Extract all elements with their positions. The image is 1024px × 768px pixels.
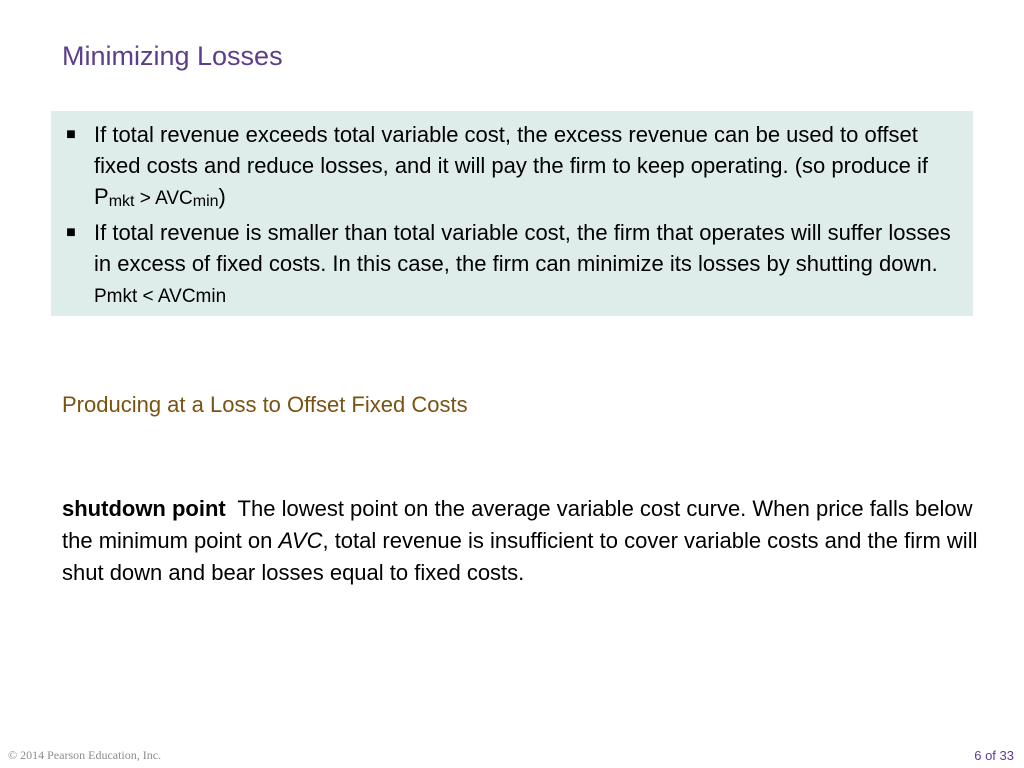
definition-paragraph (62, 493, 982, 589)
bullet-1-subscript-mkt: mkt (108, 193, 135, 210)
bullet-1-comparison: > AVC (134, 188, 193, 209)
bullet-item-2 (61, 217, 953, 312)
definition-term: shutdown point (62, 496, 226, 521)
bullet-square-icon: ■ (66, 224, 76, 241)
page-number: 6 of 33 (974, 748, 1014, 763)
bullet-1-close-paren: ) (218, 184, 226, 209)
footer-copyright: © 2014 Pearson Education, Inc. (8, 748, 162, 762)
definition-avc: AVC (278, 528, 323, 553)
slide-title: Minimizing Losses (62, 41, 283, 71)
section-heading: Producing at a Loss to Offset Fixed Costs (62, 392, 468, 417)
bullet-2-text: If total revenue is smaller than total variable cost, the firm that operates will suffer losses in excess of fixed costs. In this case, the firm can minimize its losses by shutting down. (94, 220, 951, 276)
bullet-1-subscript-min: min (192, 193, 219, 210)
bullet-box (51, 111, 973, 316)
bullet-2-condition: Pmkt < AVCmin (94, 286, 227, 307)
bullet-square-icon: ■ (66, 126, 76, 143)
bullet-item-1 (61, 119, 953, 217)
definition-text-after: , total revenue is insufficient to cover variable costs and the firm will shut down and bear losses equal to fixed costs. (62, 528, 978, 585)
definition-text-before: The lowest point on the average variable cost curve. When price falls below the minimum point on (62, 496, 979, 553)
bullet-1-text: If total revenue exceeds total variable cost, the excess revenue can be used to offset fixed costs and reduce losses, and it will pay the firm to keep operating. (so produce if P (94, 122, 928, 209)
